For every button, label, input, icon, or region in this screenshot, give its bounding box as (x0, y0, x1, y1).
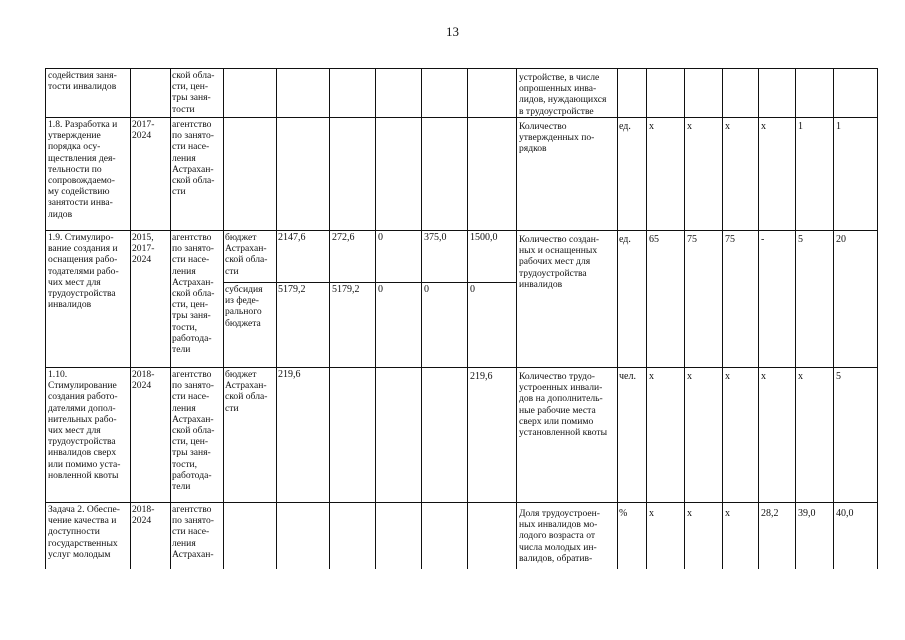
period-cell: 2015, 2017- 2024 (132, 232, 155, 266)
col-line (646, 68, 647, 569)
col-line (516, 68, 517, 569)
row-line (45, 230, 878, 231)
source-cell: субсидия из феде- рального бюджета (225, 284, 263, 329)
amount-cell: 5179,2 (332, 284, 360, 295)
amount-cell: 2147,6 (278, 232, 306, 243)
col-line (45, 68, 46, 569)
executor-cell: агентство по занято- сти насе- ления Астрахан- ской обла- сти (172, 119, 215, 198)
amount-cell: 375,0 (424, 232, 447, 243)
row-line (45, 502, 878, 503)
value-cell: x (687, 508, 692, 519)
value-cell: x (687, 121, 692, 132)
indicator-cell: Количество трудо- устроенных инвали- дов на дополнитель- ные рабочие места сверх или помимо установленной квоты (519, 371, 608, 439)
amount-cell: 219,6 (278, 369, 301, 380)
row-line (45, 117, 878, 118)
amount-cell: 219,6 (470, 371, 493, 382)
value-cell: 1 (798, 121, 803, 132)
value-cell: x (761, 121, 766, 132)
value-cell: 5 (798, 234, 803, 245)
executor-cell: ской обла- сти, цен- тры заня- тости (172, 70, 215, 115)
col-line (758, 68, 759, 569)
row-line (223, 282, 517, 283)
col-line (833, 68, 834, 569)
value-cell: x (649, 508, 654, 519)
unit-cell: ед. (619, 121, 631, 132)
amount-cell: 0 (470, 284, 475, 295)
col-line (375, 68, 376, 569)
value-cell: 40,0 (836, 508, 854, 519)
col-line (684, 68, 685, 569)
amount-cell: 5179,2 (278, 284, 306, 295)
period-cell: 2018- 2024 (132, 369, 155, 392)
amount-cell: 0 (378, 284, 383, 295)
unit-cell: % (619, 508, 628, 519)
row-line (45, 68, 878, 69)
measure-cell: 1.9. Стимулиро- вание создания и оснащения рабо- тодателями рабо- чих мест для трудоустройства инвалидов (48, 232, 119, 311)
value-cell: 65 (649, 234, 659, 245)
value-cell: 5 (836, 371, 841, 382)
value-cell: x (725, 371, 730, 382)
amount-cell: 0 (424, 284, 429, 295)
col-line (467, 68, 468, 569)
col-line (795, 68, 796, 569)
value-cell: x (761, 371, 766, 382)
measure-cell: содействия заня- тости инвалидов (48, 70, 117, 93)
value-cell: 1 (836, 121, 841, 132)
amount-cell: 1500,0 (470, 232, 498, 243)
value-cell: x (725, 508, 730, 519)
amount-cell: 272,6 (332, 232, 355, 243)
col-line (421, 68, 422, 569)
source-cell: бюджет Астрахан- ской обла- сти (225, 232, 268, 277)
executor-cell: агентство по занято- сти насе- ления Астрахан- (172, 504, 214, 560)
indicator-cell: Количество создан- ных и оснащенных рабочих мест для трудоустройства инвалидов (519, 234, 600, 290)
measure-cell: 1.10. Стимулирование создания работо- дателями допол- нительных рабо- чих мест для трудоустройства инвалидов сверх или помимо уста- новленной квоты (48, 369, 121, 481)
unit-cell: чел. (619, 371, 636, 382)
measure-cell: Задача 2. Обеспе- чение качества и доступности государственных услуг молодым (48, 504, 120, 560)
source-cell: бюджет Астрахан- ской обла- сти (225, 369, 268, 414)
value-cell: 28,2 (761, 508, 779, 519)
value-cell: 75 (687, 234, 697, 245)
value-cell: x (687, 371, 692, 382)
period-cell: 2018- 2024 (132, 504, 155, 527)
value-cell: x (649, 371, 654, 382)
value-cell: x (649, 121, 654, 132)
col-line (877, 68, 878, 569)
indicator-cell: устройстве, в числе опрошенных инва- лидов, нуждающихся в трудоустройстве (519, 72, 607, 117)
unit-cell: ед. (619, 234, 631, 245)
col-line (722, 68, 723, 569)
value-cell: 39,0 (798, 508, 816, 519)
value-cell: x (725, 121, 730, 132)
indicator-cell: Количество утвержденных по- рядков (519, 121, 595, 155)
row-line (45, 367, 878, 368)
col-line (329, 68, 330, 569)
indicator-cell: Доля трудоустроен- ных инвалидов мо- лодого возраста от числа молодых ин- валидов, обратив- (519, 508, 600, 564)
amount-cell: 0 (378, 232, 383, 243)
measure-cell: 1.8. Разработка и утверждение порядка осу- ществления дея- тельности по сопровождаемо- му содействию занятости инва- лидов (48, 119, 118, 220)
value-cell: 75 (725, 234, 735, 245)
page-number: 13 (446, 24, 459, 39)
value-cell: x (798, 371, 803, 382)
executor-cell: агентство по занято- сти насе- ления Астрахан- ской обла- сти, цен- тры заня- тости, работода- тели (172, 232, 215, 356)
executor-cell: агентство по занято- сти насе- ления Астрахан- ской обла- сти, цен- тры заня- тости, работода- тели (172, 369, 215, 493)
period-cell: 2017- 2024 (132, 119, 155, 142)
value-cell: - (761, 234, 765, 245)
value-cell: 20 (836, 234, 846, 245)
